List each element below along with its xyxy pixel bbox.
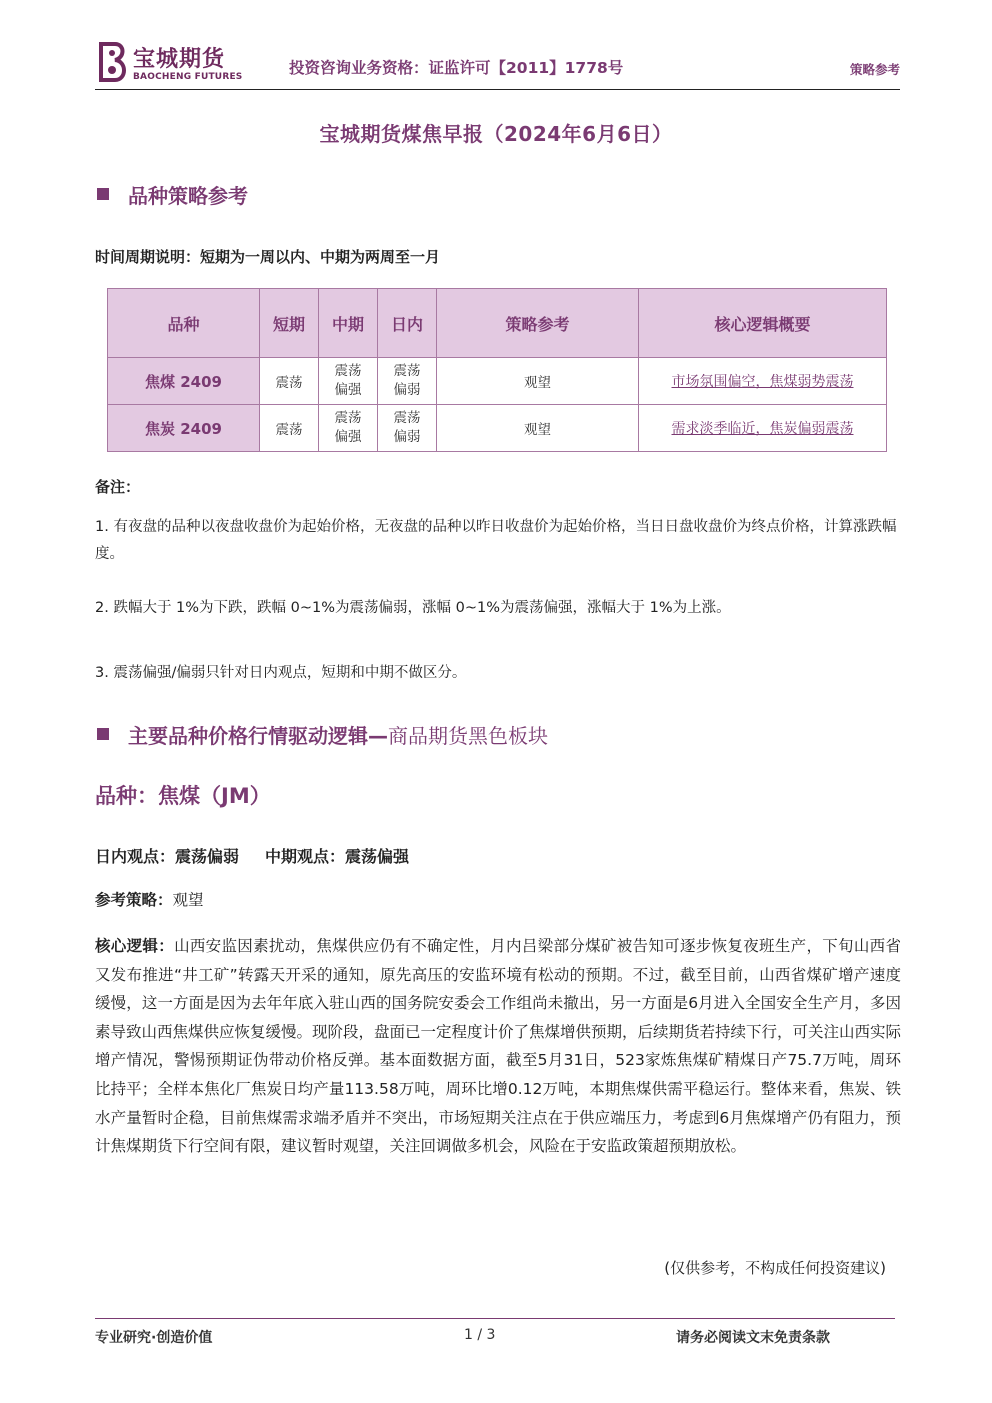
col-header-short: 短期 — [260, 289, 319, 358]
section-bullet-icon — [97, 728, 109, 740]
table-row — [108, 358, 887, 405]
outlook-line — [95, 844, 409, 867]
remark-item: 2. 跌幅大于 1%为下跌，跌幅 0~1%为震荡偏弱，涨幅 0~1%为震荡偏强，涨幅大于 1%为上涨。 — [95, 600, 731, 616]
logic-text: 山西安监因素扰动，焦煤供应仍有不确定性，月内吕梁部分煤矿被告知可逐步恢复夜班生产，下旬山西省又发布推进“井工矿”转露天开采的通知，原先高压的安监环境有松动的预期。不过，截至目前，山西省煤矿增产速度缓慢，这一方面是因为去年年底入驻山西的国务院安委会工作组尚未撤出，另一方面是6月进入全国安全生产月，多因素导致山西焦煤供应恢复缓慢。现阶段，盘面已一定程度计价了焦煤增供预期，后续期货若持续下行，可关注山西实际增产情况，警惕预期证伪带动价格反弹。基本面数据方面，截至5月31日，523家炼焦煤矿精煤日产75.7万吨，周环比持平；全样本焦化厂焦炭日均产量113.58万吨，周环比增0.12万吨，本期焦煤供需平稳运行。整体来看，焦炭、铁水产量暂时企稳，目前焦煤需求端矛盾并不突出，市场短期关注点在于供应端压力，考虑到6月焦煤增产仍有阻力，预计焦煤期货下行空间有限，建议暂时观望，关注回调做多机会，风险在于安监政策超预期放松。 — [95, 937, 902, 1156]
mid-cell: 震荡 偏强 — [319, 358, 378, 405]
period-note: 时间周期说明：短期为一周以内、中期为两周至一月 — [95, 248, 441, 266]
core-logic-paragraph — [95, 932, 901, 1161]
col-header-intraday: 日内 — [378, 289, 437, 358]
section-heading-strategy: 品种策略参考 — [97, 180, 248, 209]
strategy-label: 参考策略： — [95, 891, 173, 909]
mid-cell: 震荡 偏强 — [319, 405, 378, 452]
col-header-variety: 品种 — [108, 289, 260, 358]
remarks-title: 备注： — [95, 478, 141, 496]
intraday-value: 震荡偏弱 — [175, 847, 240, 866]
table-row — [108, 405, 887, 452]
disclaimer: (仅供参考，不构成任何投资建议) — [664, 1259, 886, 1277]
variety-title: 品种：焦煤（JM） — [95, 784, 271, 808]
logo-mark-icon — [95, 40, 131, 84]
header-tag: 策略参考 — [849, 62, 900, 77]
logic-label: 核心逻辑： — [95, 937, 175, 955]
logo-english-name: BAOCHENG FUTURES — [133, 72, 243, 82]
strategy-cell: 观望 — [437, 358, 639, 405]
footer-disclaimer-note: 请务必阅读文末免责条款 — [676, 1330, 830, 1346]
report-title: 宝城期货煤焦早报（2024年6月6日） — [319, 122, 673, 146]
midterm-value: 震荡偏强 — [345, 847, 410, 866]
intraday-cell: 震荡 偏弱 — [378, 405, 437, 452]
midterm-label: 中期观点： — [265, 847, 346, 866]
section-bullet-icon — [97, 188, 109, 200]
intraday-label: 日内观点： — [95, 847, 176, 866]
strategy-line — [95, 888, 204, 910]
company-logo — [95, 40, 255, 86]
logic-link[interactable]: 需求淡季临近，焦炭偏弱震荡 — [639, 405, 887, 452]
section-heading-drivers: 主要品种价格行情驱动逻辑—商品期货黑色板块 — [97, 720, 548, 749]
variety-cell: 焦煤 2409 — [108, 358, 260, 405]
variety-cell: 焦炭 2409 — [108, 405, 260, 452]
strategy-table — [107, 288, 887, 452]
table-header-row — [108, 289, 887, 358]
logic-link[interactable]: 市场氛围偏空，焦煤弱势震荡 — [639, 358, 887, 405]
col-header-logic: 核心逻辑概要 — [639, 289, 887, 358]
col-header-mid: 中期 — [319, 289, 378, 358]
page-header — [95, 38, 900, 90]
short-cell: 震荡 — [260, 358, 319, 405]
intraday-cell: 震荡 偏弱 — [378, 358, 437, 405]
strategy-value: 观望 — [172, 891, 204, 909]
footer-slogan: 专业研究·创造价值 — [95, 1330, 213, 1346]
qualification-text: 投资咨询业务资格：证监许可【2011】1778号 — [289, 59, 624, 77]
logo-chinese-name: 宝城期货 — [133, 47, 226, 72]
short-cell: 震荡 — [260, 405, 319, 452]
page-number: 1 / 3 — [464, 1327, 496, 1343]
remark-item: 3. 震荡偏强/偏弱只针对日内观点，短期和中期不做区分。 — [95, 665, 467, 681]
strategy-cell: 观望 — [437, 405, 639, 452]
remark-item: 1. 有夜盘的品种以夜盘收盘价为起始价格，无夜盘的品种以昨日收盘价为起始价格，当日日盘收盘价为终点价格，计算涨跌幅度。 — [95, 519, 897, 562]
col-header-strategy: 策略参考 — [437, 289, 639, 358]
footer-divider — [95, 1318, 895, 1319]
